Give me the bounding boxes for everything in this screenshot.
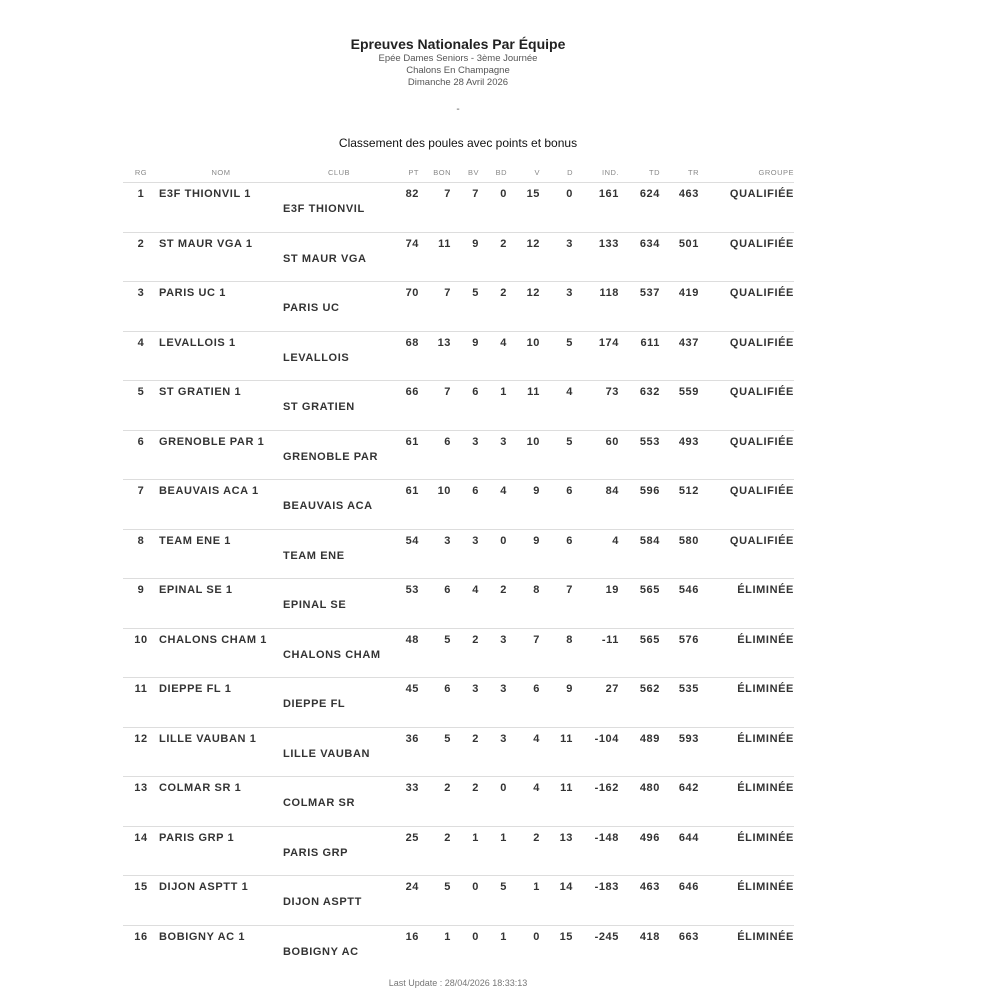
table-row [123,232,794,282]
group-status-cell: QUALIFIÉE [729,386,794,398]
touches-received-cell: 493 [678,435,699,448]
victories-cell: 12 [526,237,540,250]
defeats-cell: 6 [566,534,573,547]
victories-cell: 8 [533,584,540,596]
group-status-cell: ÉLIMINÉE [737,831,794,844]
bonus-defeat-cell: 5 [500,881,507,893]
col-header-pt: PT [408,168,419,177]
points-cell: 82 [405,188,419,200]
bonus-defeat-cell: 3 [500,633,507,646]
bonus-defeat-cell: 0 [500,782,507,794]
table-header-row [123,163,794,183]
bonus-defeat-cell: 0 [500,534,507,547]
touches-given-cell: 418 [639,930,660,943]
ranking-table [123,163,794,975]
defeats-cell: 5 [566,336,573,349]
touches-given-cell: 489 [639,732,660,745]
bonus-defeat-cell: 3 [500,683,507,695]
last-update: Last Update : 28/04/2026 18:33:13 [388,978,528,988]
bonus-defeat-cell: 1 [500,930,507,943]
defeats-cell: 11 [560,732,573,745]
bonus-victory-cell: 6 [472,485,479,497]
defeats-cell: 8 [566,633,573,646]
touches-given-cell: 553 [639,435,660,448]
victories-cell: 2 [533,831,540,844]
bonus-cell: 10 [437,485,451,497]
bonus-victory-cell: 3 [472,435,479,448]
victories-cell: 4 [533,732,540,745]
touches-given-cell: 624 [639,188,660,200]
table-row [123,925,794,975]
bonus-victory-cell: 7 [472,188,479,200]
touches-given-cell: 611 [640,336,660,349]
team-name-cell: BOBIGNY AC 1 [159,930,246,943]
section-title: Classement des poules avec points et bonus [338,136,578,150]
victories-cell: 12 [526,287,540,299]
touches-given-cell: 632 [639,386,660,398]
indicator-cell: 4 [612,534,619,547]
points-cell: 36 [405,732,419,745]
group-status-cell: QUALIFIÉE [729,435,794,448]
indicator-cell: 19 [605,584,619,596]
touches-received-cell: 501 [678,237,699,250]
victories-cell: 10 [526,435,540,448]
group-status-cell: QUALIFIÉE [729,188,794,200]
rank-cell: 12 [134,732,148,745]
points-cell: 45 [405,683,419,695]
rank-cell: 15 [134,881,148,893]
group-status-cell: QUALIFIÉE [729,485,794,497]
bonus-victory-cell: 6 [472,386,479,398]
header-separator: - [456,104,460,115]
rank-cell: 9 [137,584,145,596]
bonus-cell: 7 [444,386,451,398]
col-header-tr: TR [688,168,699,177]
touches-received-cell: 646 [678,881,699,893]
rank-cell: 13 [134,782,148,794]
table-row [123,381,794,431]
team-name-cell: DIEPPE FL 1 [159,683,232,695]
team-name-cell: LEVALLOIS 1 [159,336,236,349]
bonus-cell: 1 [444,930,451,943]
touches-received-cell: 419 [678,287,699,299]
victories-cell: 4 [533,782,540,794]
club-name-cell: ST GRATIEN [283,401,355,413]
bonus-victory-cell: 3 [472,683,479,695]
bonus-cell: 6 [444,435,451,448]
table-row [123,826,794,876]
rank-cell: 6 [137,435,145,448]
bonus-defeat-cell: 2 [500,237,507,250]
victories-cell: 11 [527,386,540,398]
group-status-cell: QUALIFIÉE [729,287,794,299]
bonus-victory-cell: 3 [472,534,479,547]
victories-cell: 7 [533,633,540,646]
team-name-cell: PARIS GRP 1 [159,831,235,844]
victories-cell: 0 [533,930,540,943]
club-name-cell: DIJON ASPTT [283,896,362,908]
col-header-nom: NOM [211,168,231,177]
touches-received-cell: 463 [678,188,699,200]
table-row [123,727,794,777]
victories-cell: 9 [533,485,540,497]
bonus-victory-cell: 0 [472,881,479,893]
victories-cell: 9 [533,534,540,547]
club-name-cell: LEVALLOIS [283,351,350,364]
touches-received-cell: 512 [678,485,699,497]
competition-title: Epreuves Nationales Par Équipe [350,36,566,52]
points-cell: 53 [405,584,419,596]
table-row [123,529,794,579]
indicator-cell: -148 [594,831,619,844]
bonus-defeat-cell: 3 [500,435,507,448]
touches-given-cell: 463 [639,881,660,893]
touches-given-cell: 565 [639,633,660,646]
bonus-defeat-cell: 4 [500,485,507,497]
points-cell: 70 [405,287,419,299]
table-row [123,876,794,926]
indicator-cell: 84 [605,485,619,497]
team-name-cell: ST GRATIEN 1 [159,386,242,398]
col-header-bon: BON [433,168,451,177]
table-row [123,678,794,728]
document-header [0,36,916,89]
group-status-cell: ÉLIMINÉE [737,782,794,794]
club-name-cell: TEAM ENE [283,549,345,562]
table-row [123,183,794,233]
indicator-cell: -11 [601,633,619,646]
team-name-cell: ST MAUR VGA 1 [159,237,253,250]
points-cell: 61 [405,485,419,497]
defeats-cell: 6 [566,485,573,497]
indicator-cell: 118 [599,287,619,299]
bonus-victory-cell: 4 [472,584,479,596]
points-cell: 24 [405,881,419,893]
indicator-cell: -162 [594,782,619,794]
indicator-cell: 73 [605,386,619,398]
victories-cell: 1 [533,881,540,893]
club-name-cell: GRENOBLE PAR [283,450,379,463]
rank-cell: 3 [137,287,145,299]
touches-given-cell: 562 [639,683,660,695]
competition-date: Dimanche 28 Avril 2026 [407,77,509,88]
col-header-ind: IND. [602,168,619,177]
points-cell: 74 [405,237,419,250]
table-row [123,331,794,381]
col-header-bv: BV [467,168,479,177]
group-status-cell: ÉLIMINÉE [737,930,794,943]
indicator-cell: 133 [598,237,619,250]
group-status-cell: QUALIFIÉE [729,534,794,547]
bonus-victory-cell: 0 [472,930,479,943]
group-status-cell: ÉLIMINÉE [737,881,794,893]
club-name-cell: EPINAL SE [283,599,347,611]
team-name-cell: TEAM ENE 1 [159,534,232,547]
col-header-rg: RG [134,168,148,177]
col-header-club: CLUB [327,168,350,177]
points-cell: 61 [405,435,419,448]
points-cell: 68 [405,336,419,349]
bonus-cell: 5 [444,732,451,745]
touches-received-cell: 535 [678,683,699,695]
bonus-cell: 13 [437,336,451,349]
rank-cell: 8 [137,534,145,547]
club-name-cell: PARIS UC [283,302,340,314]
points-cell: 25 [405,831,419,844]
club-name-cell: LILLE VAUBAN [283,747,371,760]
team-name-cell: PARIS UC 1 [159,287,226,299]
touches-given-cell: 596 [639,485,660,497]
touches-received-cell: 644 [678,831,699,844]
indicator-cell: 60 [605,435,619,448]
indicator-cell: -104 [594,732,619,745]
team-name-cell: E3F THIONVIL 1 [159,188,251,200]
table-row [123,777,794,827]
victories-cell: 15 [526,188,540,200]
club-name-cell: BEAUVAIS ACA [283,500,373,512]
defeats-cell: 13 [559,831,573,844]
bonus-victory-cell: 9 [472,336,479,349]
group-status-cell: ÉLIMINÉE [737,584,794,596]
defeats-cell: 3 [566,287,573,299]
defeats-cell: 11 [560,782,573,794]
team-name-cell: GRENOBLE PAR 1 [159,435,265,448]
bonus-cell: 5 [444,633,451,646]
defeats-cell: 0 [566,188,573,200]
indicator-cell: -183 [594,881,619,893]
club-name-cell: PARIS GRP [283,846,349,859]
touches-received-cell: 642 [678,782,699,794]
bonus-defeat-cell: 2 [500,584,507,596]
bonus-cell: 6 [444,683,451,695]
bonus-defeat-cell: 0 [500,188,507,200]
rank-cell: 2 [137,237,145,250]
rank-cell: 16 [134,930,148,943]
points-cell: 66 [405,386,419,398]
rank-cell: 11 [134,683,148,695]
bonus-cell: 11 [438,237,451,250]
group-status-cell: ÉLIMINÉE [737,633,794,646]
team-name-cell: LILLE VAUBAN 1 [159,732,257,745]
touches-received-cell: 437 [678,336,699,349]
bonus-victory-cell: 5 [472,287,479,299]
touches-received-cell: 593 [678,732,699,745]
club-name-cell: DIEPPE FL [283,698,346,710]
table-row [123,628,794,678]
bonus-cell: 5 [444,881,451,893]
defeats-cell: 7 [566,584,573,596]
points-cell: 16 [405,930,419,943]
team-name-cell: DIJON ASPTT 1 [159,881,249,893]
col-header-groupe: GROUPE [758,168,794,177]
touches-received-cell: 576 [678,633,699,646]
team-name-cell: COLMAR SR 1 [159,782,242,794]
indicator-cell: 161 [598,188,619,200]
bonus-defeat-cell: 3 [500,732,507,745]
indicator-cell: 174 [598,336,619,349]
defeats-cell: 15 [559,930,573,943]
table-row [123,480,794,530]
table-row [123,430,794,480]
bonus-defeat-cell: 1 [500,386,507,398]
team-name-cell: EPINAL SE 1 [159,584,233,596]
touches-given-cell: 634 [639,237,660,250]
touches-given-cell: 537 [639,287,660,299]
team-name-cell: CHALONS CHAM 1 [159,633,268,646]
touches-received-cell: 663 [678,930,699,943]
defeats-cell: 14 [559,881,573,893]
points-cell: 48 [405,633,419,646]
competition-location: Chalons En Champagne [406,65,510,76]
bonus-defeat-cell: 4 [500,336,507,349]
bonus-cell: 2 [444,782,451,794]
team-name-cell: BEAUVAIS ACA 1 [159,485,259,497]
bonus-victory-cell: 2 [472,782,479,794]
rank-cell: 5 [137,386,145,398]
defeats-cell: 3 [566,237,573,250]
bonus-victory-cell: 1 [472,831,479,844]
group-status-cell: QUALIFIÉE [729,336,794,349]
competition-subtitle: Epée Dames Seniors - 3ème Journée [378,53,538,64]
points-cell: 33 [405,782,419,794]
defeats-cell: 4 [566,386,573,398]
points-cell: 54 [405,534,419,547]
indicator-cell: 27 [605,683,619,695]
defeats-cell: 9 [566,683,573,695]
group-status-cell: ÉLIMINÉE [737,683,794,695]
touches-given-cell: 584 [639,534,660,547]
col-header-bd: BD [495,168,507,177]
touches-given-cell: 480 [639,782,660,794]
rank-cell: 10 [134,633,148,646]
club-name-cell: BOBIGNY AC [283,945,359,958]
bonus-cell: 2 [444,831,451,844]
victories-cell: 10 [526,336,540,349]
club-name-cell: COLMAR SR [283,797,356,809]
bonus-cell: 7 [444,188,451,200]
rank-cell: 1 [137,188,145,200]
table-row [123,579,794,629]
bonus-victory-cell: 2 [472,633,479,646]
touches-received-cell: 580 [678,534,699,547]
bonus-victory-cell: 9 [472,237,479,250]
rank-cell: 4 [137,336,145,349]
group-status-cell: ÉLIMINÉE [737,732,794,745]
club-name-cell: E3F THIONVIL [283,203,365,215]
rank-cell: 7 [137,485,145,497]
col-header-v: V [534,168,540,177]
table-row [123,282,794,332]
col-header-d: D [567,168,573,177]
touches-given-cell: 496 [639,831,660,844]
touches-received-cell: 546 [678,584,699,596]
col-header-td: TD [649,168,660,177]
group-status-cell: QUALIFIÉE [729,237,794,250]
bonus-cell: 6 [444,584,451,596]
bonus-cell: 3 [444,534,451,547]
indicator-cell: -245 [594,930,619,943]
bonus-defeat-cell: 2 [500,287,507,299]
bonus-defeat-cell: 1 [500,831,507,844]
victories-cell: 6 [533,683,540,695]
rank-cell: 14 [134,831,148,844]
club-name-cell: ST MAUR VGA [283,252,367,265]
bonus-cell: 7 [444,287,451,299]
touches-received-cell: 559 [678,386,699,398]
club-name-cell: CHALONS CHAM [283,648,381,661]
touches-given-cell: 565 [639,584,660,596]
defeats-cell: 5 [566,435,573,448]
bonus-victory-cell: 2 [472,732,479,745]
